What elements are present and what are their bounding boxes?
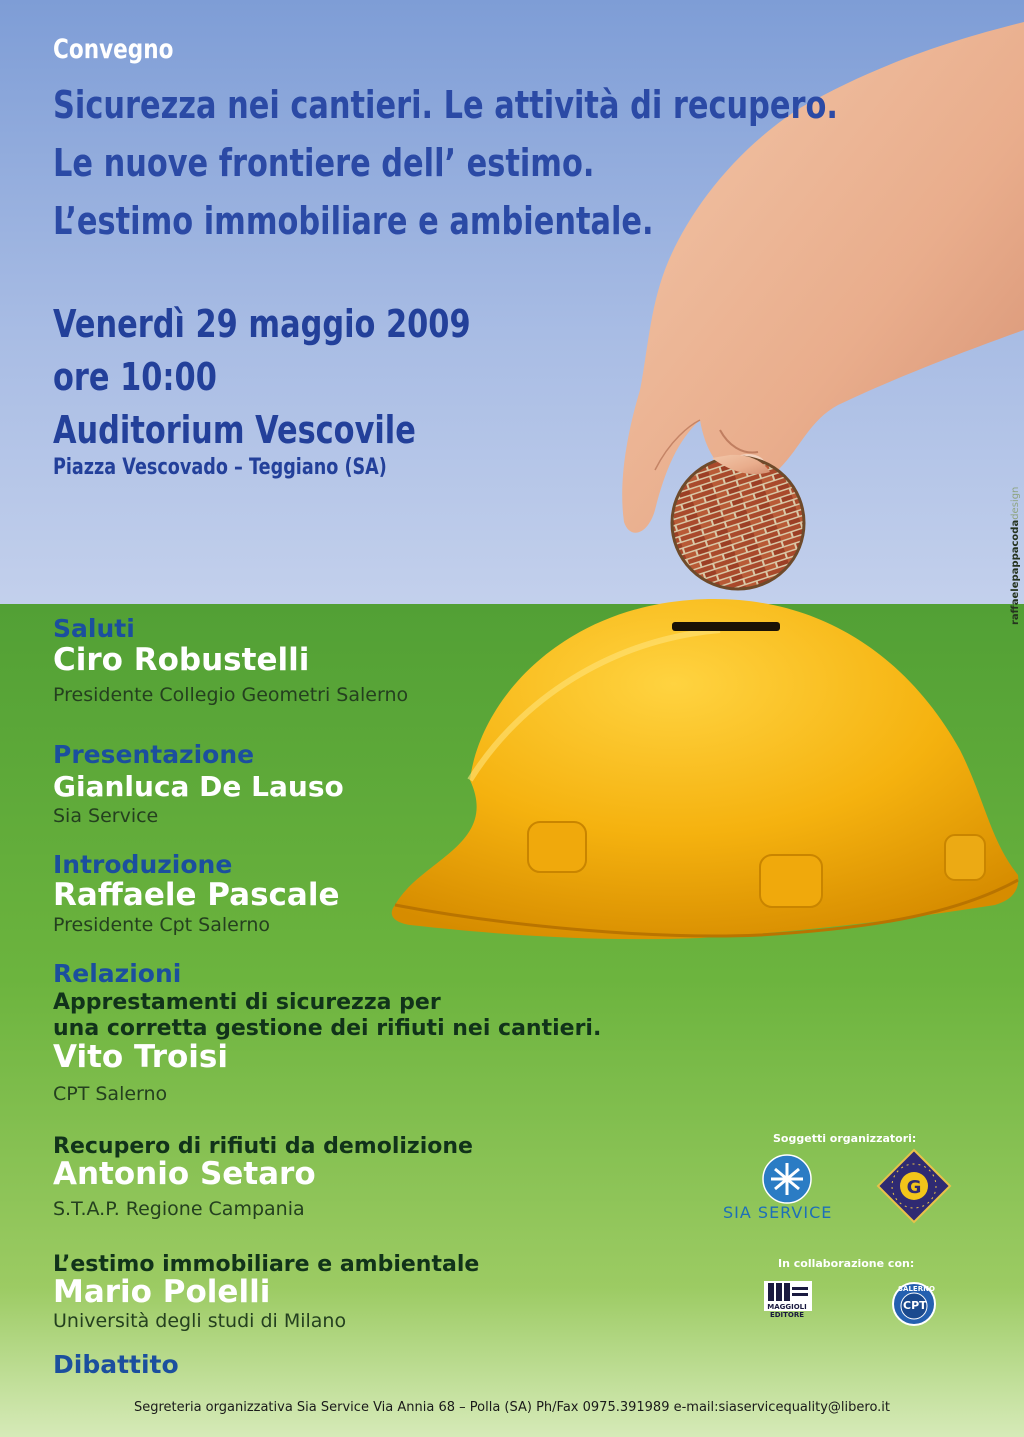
section-introduzione: Introduzione <box>53 850 233 879</box>
credit-name: raffaelepappacoda <box>1010 519 1021 625</box>
speaker-name: Vito Troisi <box>53 1039 229 1075</box>
title-line-1: Sicurezza nei cantieri. Le attività di recupero. <box>53 83 838 127</box>
speaker-affiliation: Università degli studi di Milano <box>53 1310 347 1332</box>
speaker-name: Raffaele Pascale <box>53 877 340 913</box>
section-saluti: Saluti <box>53 614 135 643</box>
helmet-illustration <box>392 599 1019 939</box>
speaker-affiliation: Presidente Collegio Geometri Salerno <box>53 684 409 706</box>
sia-service-label: SIA SERVICE <box>723 1203 833 1222</box>
speaker-name: Antonio Setaro <box>53 1156 316 1192</box>
speaker-name: Mario Polelli <box>53 1274 271 1310</box>
title-line-2: Le nuove frontiere dell’ estimo. <box>53 141 595 185</box>
event-venue: Auditorium Vescovile <box>53 408 416 452</box>
cpt-salerno-top: SALERNO <box>898 1285 935 1293</box>
event-address: Piazza Vescovado – Teggiano (SA) <box>53 455 387 480</box>
brick-coin-illustration <box>672 455 804 589</box>
talk-topic: Recupero di rifiuti da demolizione <box>53 1134 473 1159</box>
speaker-affiliation: Sia Service <box>53 805 159 827</box>
footer-contacts: Segreteria organizzativa Sia Service Via Annia 68 – Polla (SA) Ph/Fax 0975.391989 e-mail:siaservicequality@libero.it <box>133 1400 891 1415</box>
title-line-3: L’estimo immobiliare e ambientale. <box>53 199 654 243</box>
speaker-name: Gianluca De Lauso <box>53 770 344 803</box>
section-relazioni: Relazioni <box>53 959 182 988</box>
speaker-affiliation: CPT Salerno <box>53 1083 168 1105</box>
talk-topic-line: una corretta gestione dei rifiuti nei cantieri. <box>53 1016 602 1041</box>
organizers-heading: Soggetti organizzatori: <box>773 1132 917 1145</box>
maggioli-editore-label: MAGGIOLI EDITORE <box>767 1303 807 1319</box>
talk-topic-line: Apprestamenti di sicurezza per <box>53 990 441 1015</box>
section-presentazione: Presentazione <box>53 740 255 769</box>
talk-topic <box>53 990 601 1042</box>
designer-credit <box>1010 487 1021 625</box>
collegio-geometri-logo <box>876 1148 952 1224</box>
event-type: Convegno <box>53 34 174 65</box>
speaker-affiliation: Presidente Cpt Salerno <box>53 914 270 936</box>
collab-heading: In collaborazione con: <box>778 1257 915 1270</box>
speaker-name: Ciro Robustelli <box>53 642 310 678</box>
event-when <box>53 298 471 457</box>
event-title <box>53 76 838 250</box>
speaker-affiliation: S.T.A.P. Regione Campania <box>53 1198 305 1220</box>
credit-role: design <box>1010 486 1021 520</box>
event-time: ore 10:00 <box>53 355 217 399</box>
talk-topic: L’estimo immobiliare e ambientale <box>53 1252 480 1277</box>
svg-text:G: G <box>906 1177 922 1198</box>
section-dibattito: Dibattito <box>53 1350 179 1379</box>
cpt-label: CPT <box>903 1299 927 1312</box>
event-date: Venerdì 29 maggio 2009 <box>53 302 471 346</box>
